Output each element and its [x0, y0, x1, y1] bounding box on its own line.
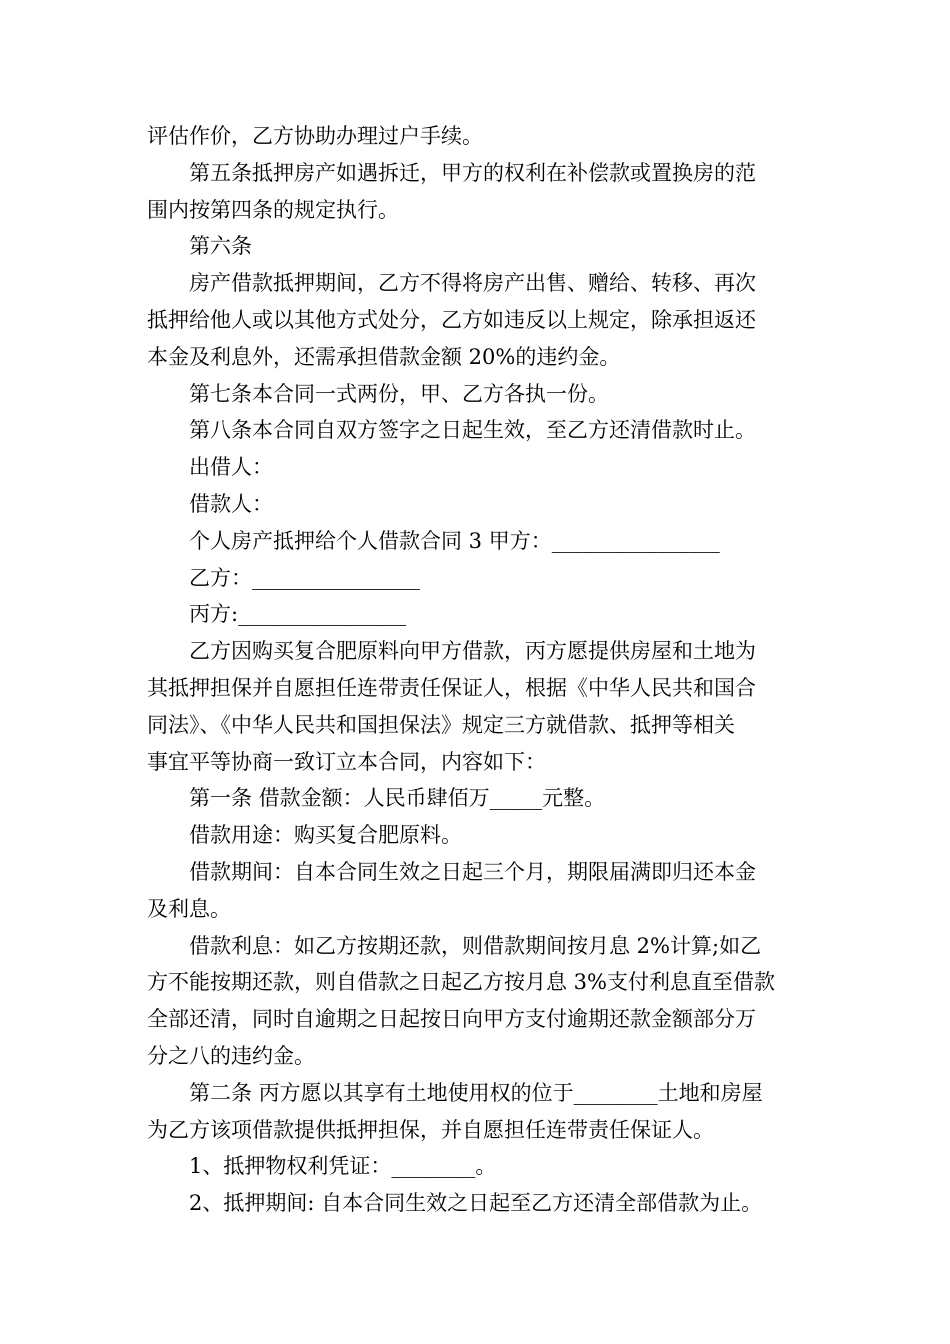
paragraph-line: 评估作价，乙方协助办理过户手续。: [147, 124, 483, 148]
paragraph-line: 本金及利息外，还需承担借款金额 20%的违约金。: [147, 344, 621, 369]
paragraph-line: 借款期间：自本合同生效之日起三个月，期限届满即归还本金: [189, 859, 756, 884]
paragraph-line: 第七条本合同一式两份，甲、乙方各执一份。: [189, 381, 609, 406]
paragraph-line: 全部还清，同时自逾期之日起按日向甲方支付逾期还款金额部分万: [147, 1007, 756, 1032]
paragraph-line: 借款利息：如乙方按期还款，则借款期间按月息 2%计算;如乙: [189, 933, 762, 958]
paragraph-line: 同法》、《中华人民共和国担保法》规定三方就借款、抵押等相关: [147, 712, 735, 737]
paragraph-line: 房产借款抵押期间，乙方不得将房产出售、赠给、转移、再次: [189, 271, 756, 296]
paragraph-line: 抵押给他人或以其他方式处分，乙方如违反以上规定，除承担返还: [147, 307, 756, 332]
paragraph-line: 分之八的违约金。: [147, 1043, 315, 1068]
paragraph-line: 第五条抵押房产如遇拆迁，甲方的权利在补偿款或置换房的范: [189, 160, 756, 185]
paragraph-line: 第八条本合同自双方签字之日起生效，至乙方还清借款时止。: [189, 418, 756, 443]
paragraph-line: 事宜平等协商一致订立本合同，内容如下：: [147, 749, 546, 774]
paragraph-line: 围内按第四条的规定执行。: [147, 197, 399, 222]
paragraph-line: 乙方因购买复合肥原料向甲方借款，丙方愿提供房屋和土地为: [189, 639, 756, 664]
paragraph-line: 为乙方该项借款提供抵押担保，并自愿担任连带责任保证人。: [147, 1117, 714, 1142]
paragraph-line: 借款人：: [189, 491, 273, 516]
paragraph-line: 乙方：________________: [189, 565, 420, 590]
paragraph-line: 1、抵押物权利凭证：________。: [189, 1154, 497, 1179]
paragraph-line: 第二条 丙方愿以其享有土地使用权的位于________土地和房屋: [189, 1080, 763, 1105]
contract-body-text: [147, 118, 807, 1222]
paragraph-line: 丙方:________________: [189, 602, 407, 627]
paragraph-line: 第六条: [189, 234, 252, 259]
paragraph-line: 其抵押担保并自愿担任连带责任保证人，根据《中华人民共和国合: [147, 675, 756, 700]
paragraph-line: 及利息。: [147, 896, 231, 921]
paragraph-line: 个人房产抵押给个人借款合同 3 甲方：________________: [189, 528, 720, 553]
paragraph-line: 方不能按期还款，则自借款之日起乙方按月息 3%支付利息直至借款: [147, 970, 775, 995]
paragraph-line: 借款用途：购买复合肥原料。: [189, 823, 462, 848]
paragraph-line: 出借人：: [189, 455, 273, 480]
paragraph-line: 第一条 借款金额：人民币肆佰万_____元整。: [189, 786, 606, 811]
paragraph-line: 2、抵押期间: 自本合同生效之日起至乙方还清全部借款为止。: [189, 1191, 763, 1216]
